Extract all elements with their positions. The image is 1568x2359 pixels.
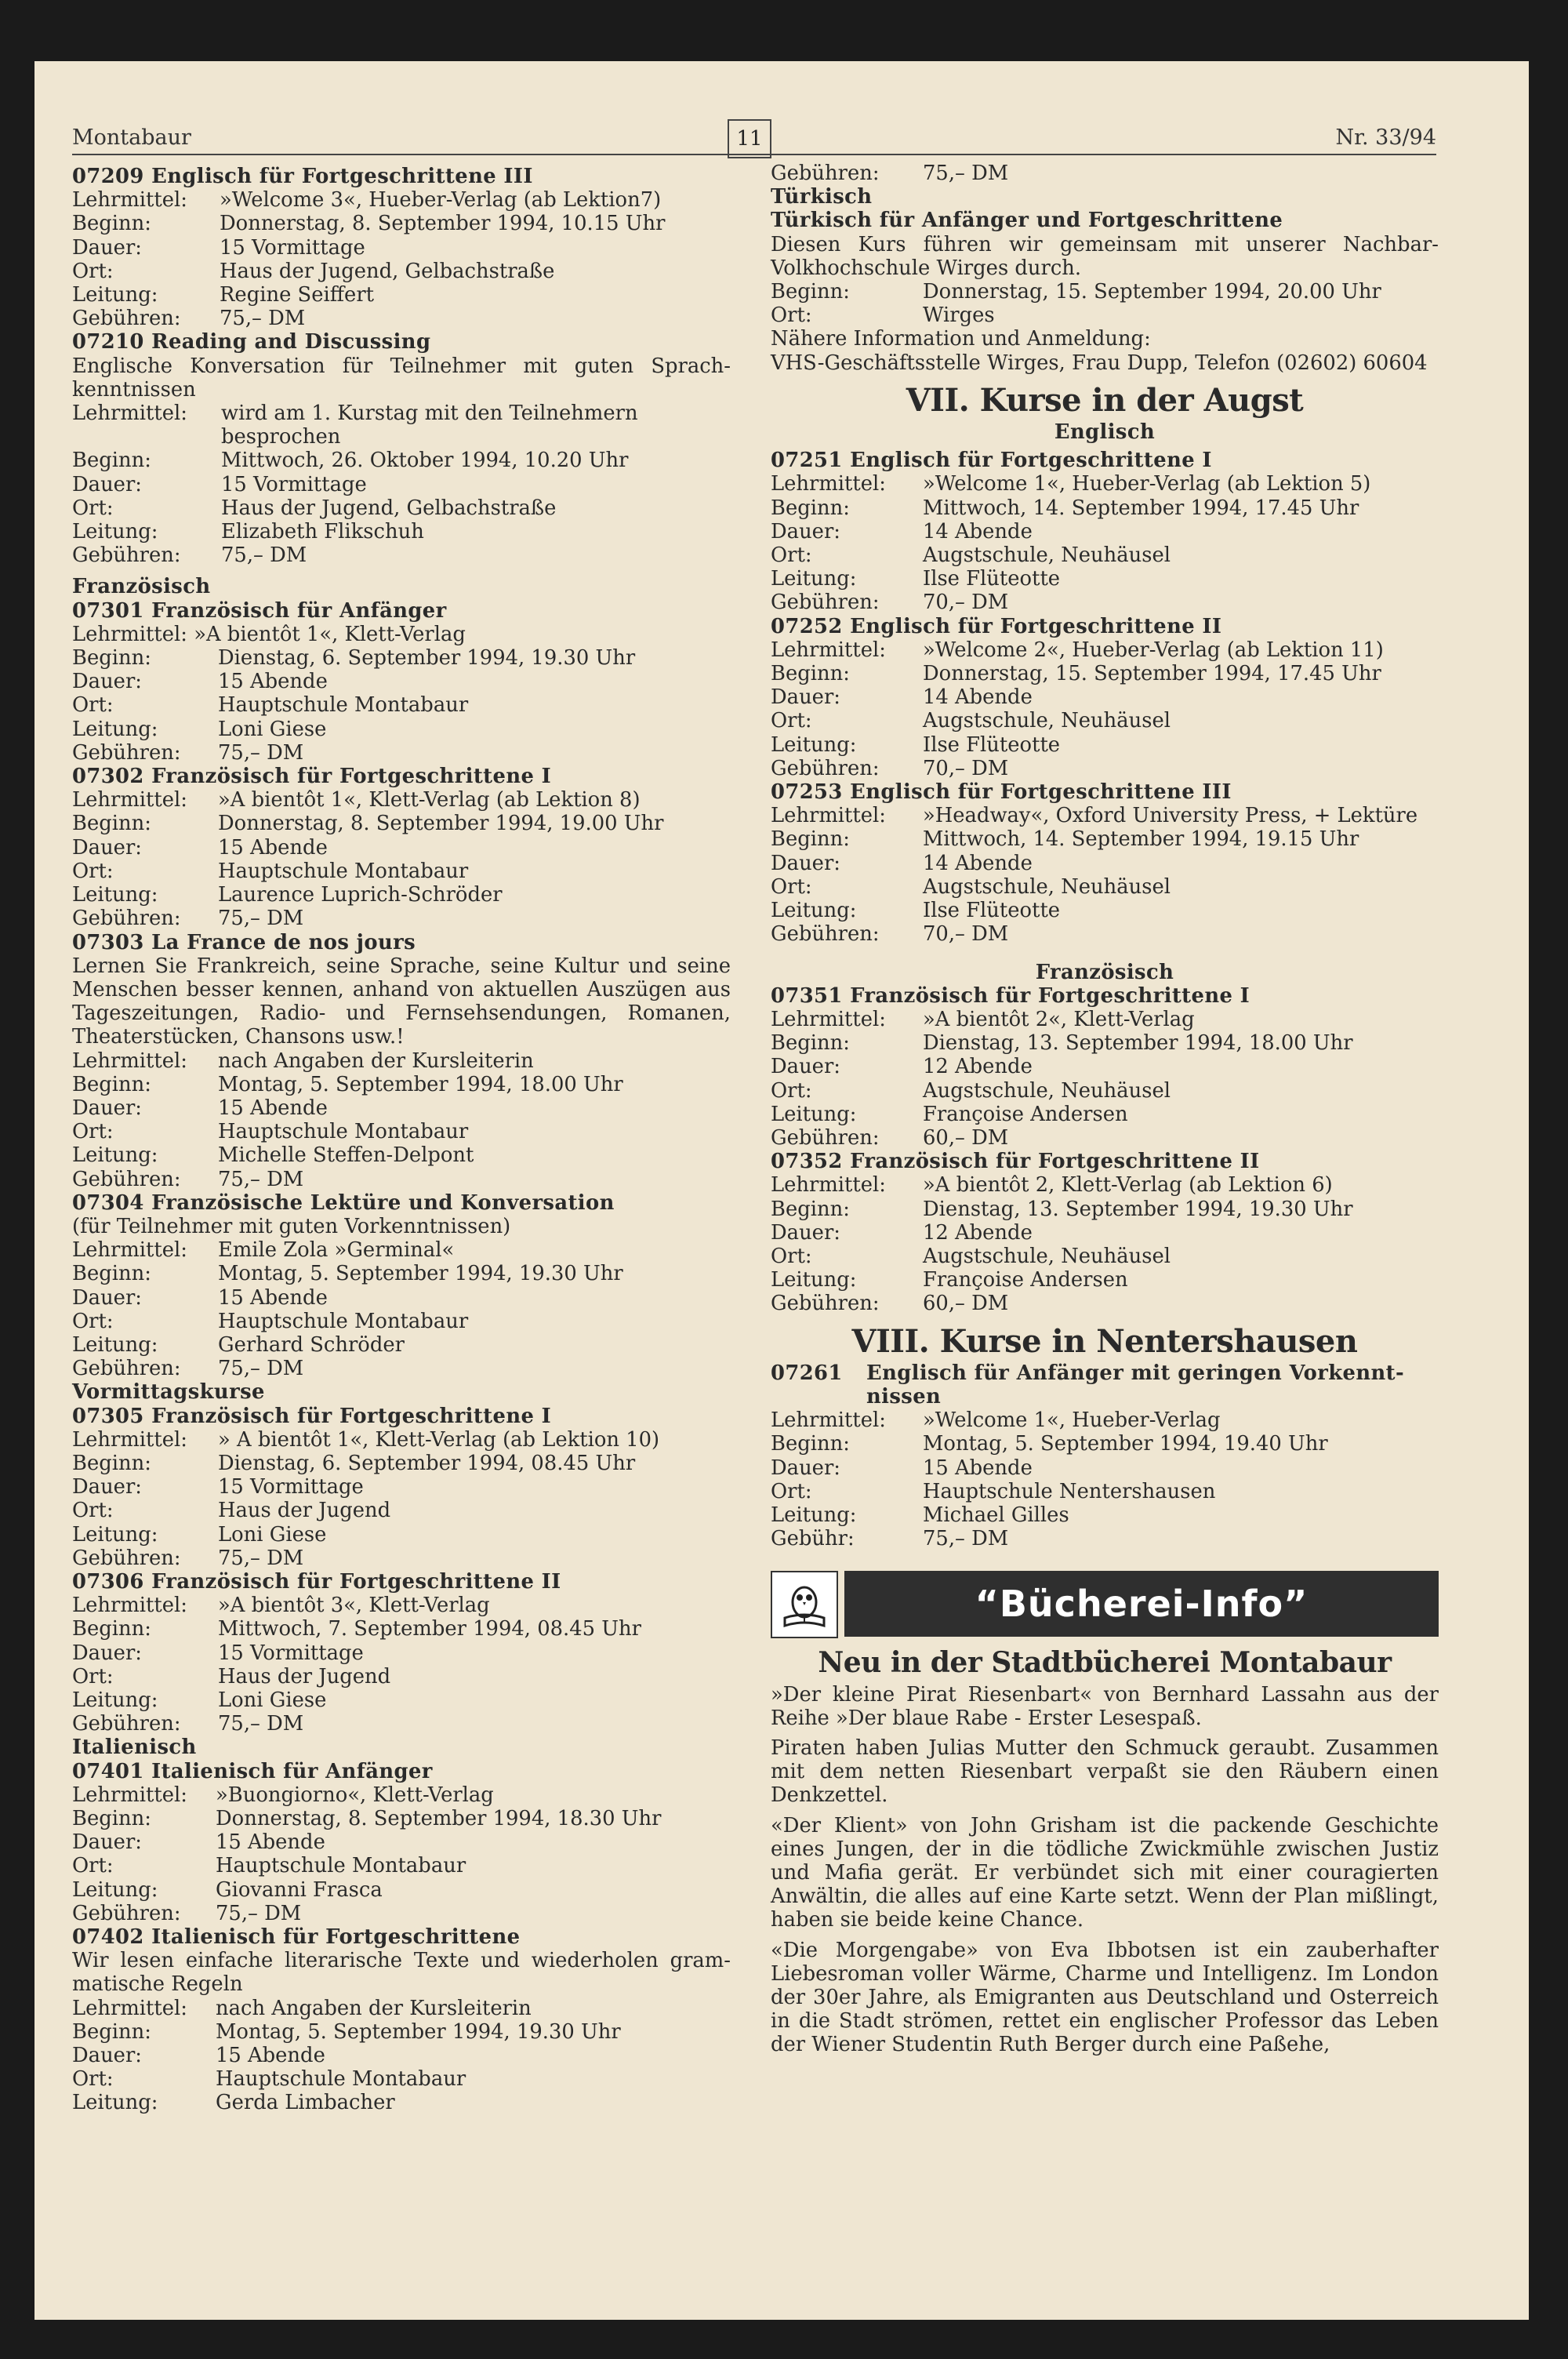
field-value: »A bientôt 1«, Klett-Verlag (ab Lektion 8)	[218, 788, 641, 812]
field-value: Montag, 5. September 1994, 18.00 Uhr	[218, 1072, 623, 1096]
field-row: Lehrmittel: »A bientôt 1«, Klett-Verlag	[72, 622, 466, 646]
field-value: » A bientôt 1«, Klett-Verlag (ab Lektion 10)	[218, 1427, 660, 1452]
field-value: 75,– DM	[218, 1712, 304, 1736]
field-value: Ilse Flüteotte	[923, 732, 1061, 757]
field-label: Leitung:	[771, 1102, 857, 1126]
field-label: Beginn:	[771, 827, 850, 852]
field-label: Dauer:	[771, 685, 840, 710]
field-value: Hauptschule Montabaur	[218, 1309, 469, 1333]
field-label: Ort:	[72, 2067, 114, 2092]
field-label: Beginn:	[72, 2019, 151, 2044]
field-value: Haus der Jugend, Gelbachstraße	[221, 496, 557, 520]
field-label: Beginn:	[72, 1807, 151, 1831]
course-title: 07302 Französisch für Fortgeschrittene I	[72, 765, 552, 789]
field-value: 15 Vormittage	[220, 235, 365, 260]
field-value: Hauptschule Montabaur	[216, 2067, 466, 2092]
field-value: Augstschule, Neuhäusel	[923, 709, 1171, 733]
field-value: 60,– DM	[923, 1125, 1009, 1150]
field-label: Beginn:	[72, 449, 151, 473]
field-label: Dauer:	[771, 1456, 840, 1480]
section-heading-italian: Italienisch	[72, 1736, 197, 1760]
field-label: Ort:	[771, 1244, 812, 1268]
field-value: 15 Abende	[218, 670, 328, 694]
course-title: 07252 Englisch für Fortgeschrittene II	[771, 614, 1222, 638]
field-value: nach Angaben der Kursleiterin	[218, 1049, 534, 1073]
field-value: Laurence Luprich-Schröder	[218, 883, 503, 907]
field-label: Ort:	[72, 1664, 114, 1688]
field-label: Beginn:	[72, 1617, 151, 1641]
field-label: Ort:	[771, 709, 812, 733]
field-value: »A bientôt 3«, Klett-Verlag	[218, 1594, 490, 1618]
field-value: Ilse Flüteotte	[923, 899, 1061, 923]
course-title: 07253 Englisch für Fortgeschrittene III	[771, 780, 1232, 805]
field-value: »A bientôt 2«, Klett-Verlag	[923, 1007, 1195, 1031]
field-label: Leitung:	[72, 283, 158, 307]
field-label: Lehrmittel:	[72, 1049, 187, 1073]
field-value: Loni Giese	[218, 1522, 327, 1547]
field-label: Lehrmittel:	[72, 1427, 187, 1452]
field-label: Lehrmittel:	[771, 1408, 886, 1433]
field-value: 15 Abende	[218, 1285, 328, 1310]
issue-number: Nr. 33/94	[1335, 125, 1436, 150]
field-label: Gebühren:	[771, 922, 880, 947]
field-value: 15 Abende	[218, 835, 328, 860]
field-value: Elizabeth Flikschuh	[221, 520, 424, 544]
course-code: 07261	[771, 1361, 843, 1385]
field-label: Ort:	[771, 874, 812, 899]
field-value: 14 Abende	[923, 851, 1033, 875]
field-value: Loni Giese	[218, 717, 327, 741]
field-value: 15 Abende	[216, 1830, 325, 1855]
field-label: Leitung:	[72, 520, 158, 544]
field-label: Ort:	[72, 1499, 114, 1523]
field-label: Lehrmittel:	[771, 804, 886, 828]
info-line: VHS-Geschäftsstelle Wirges, Frau Dupp, Telefon (02602) 60604	[771, 351, 1428, 375]
library-news-title: Neu in der Stadtbücherei Montabaur	[818, 1646, 1392, 1680]
field-value: »Headway«, Oxford University Press, + Lektüre	[923, 804, 1418, 828]
field-label: Lehrmittel:	[771, 638, 886, 662]
field-label: Lehrmittel:	[72, 188, 187, 213]
field-value: 70,– DM	[923, 922, 1009, 947]
field-label: Beginn:	[72, 812, 151, 836]
field-value: Donnerstag, 15. September 1994, 20.00 Uhr	[923, 280, 1381, 304]
field-value: 75,– DM	[220, 307, 306, 331]
page-number: 11	[728, 119, 771, 158]
field-value: Hauptschule Montabaur	[218, 693, 469, 718]
field-label: Gebühren:	[72, 740, 181, 765]
field-value: besprochen	[221, 425, 341, 449]
library-paragraph: «Der Klient» von John Grisham ist die packende Geschichte eines Jungen, der in die tödliche Zwickmühle zwischen Justiz und Mafia gerät. Er verbündet sich mit einer couragierten Anwältin, die alles auf eine Karte setzt. Wenn der Plan mißlingt, haben sie beide keine Chance.	[771, 1813, 1439, 1932]
field-label: Dauer:	[72, 472, 142, 496]
field-label: Gebühren:	[72, 307, 181, 331]
field-value: 15 Abende	[923, 1456, 1033, 1480]
field-value: 70,– DM	[923, 756, 1009, 780]
field-label: Gebühren:	[771, 162, 880, 185]
course-title: 07303 La France de nos jours	[72, 930, 416, 954]
field-label: Gebühren:	[771, 591, 880, 615]
field-value: »Welcome 1«, Hueber-Verlag	[923, 1408, 1221, 1433]
field-label: Lehrmittel:	[72, 1783, 187, 1807]
field-label: Ort:	[72, 859, 114, 883]
field-label: Gebühren:	[72, 907, 181, 931]
course-07209	[72, 165, 666, 331]
field-value: Hauptschule Montabaur	[218, 859, 469, 883]
field-label: Ort:	[72, 1309, 114, 1333]
field-value: Giovanni Frasca	[216, 1877, 383, 1902]
field-value: »Welcome 1«, Hueber-Verlag (ab Lektion 5)	[923, 472, 1371, 496]
field-value: Dienstag, 13. September 1994, 18.00 Uhr	[923, 1031, 1353, 1056]
field-label: Gebühr:	[771, 1527, 855, 1551]
library-paragraph: «Die Morgengabe» von Eva Ibbotsen ist ein zauberhafter Liebesroman voller Wärme, Charme und Intelligenz. Im London der 30er Jahre, als Emigranten aus Deutschland und Osterreich in die Stadt strömen, rettet ein englischer Professor das Leben der Wiener Studentin Ruth Berger durch eine Paßehe,	[771, 1938, 1439, 2057]
field-value: Augstschule, Neuhäusel	[923, 1078, 1171, 1103]
field-value: 75,– DM	[923, 162, 1009, 185]
field-label: Lehrmittel:	[72, 1996, 187, 2020]
field-value: Françoise Andersen	[923, 1102, 1128, 1126]
course-07303	[72, 931, 731, 1191]
banner-title: “Bücherei-Info”	[844, 1571, 1439, 1637]
field-label: Gebühren:	[72, 1167, 181, 1191]
field-label: Leitung:	[72, 1877, 158, 1902]
field-label: Gebühren:	[72, 1357, 181, 1381]
field-label: Ort:	[771, 1078, 812, 1103]
course-07253	[771, 780, 1439, 946]
subheading-english: Englisch	[1054, 420, 1156, 445]
field-label: Dauer:	[72, 1285, 142, 1310]
field-label: Beginn:	[72, 646, 151, 671]
field-label: Dauer:	[771, 1220, 840, 1245]
library-info-banner	[771, 1571, 1439, 1637]
field-value: Michelle Steffen-Delpont	[218, 1143, 474, 1168]
field-label: Leitung:	[72, 1332, 158, 1357]
field-value: »Welcome 2«, Hueber-Verlag (ab Lektion 11)	[923, 638, 1384, 662]
field-label: Dauer:	[72, 835, 142, 860]
course-07304	[72, 1191, 731, 1381]
field-label: Dauer:	[72, 2044, 142, 2068]
course-07402	[72, 1925, 731, 2115]
field-label: Leitung:	[72, 883, 158, 907]
field-label: Dauer:	[771, 851, 840, 875]
field-value: Ilse Flüteotte	[923, 567, 1061, 591]
field-label: Leitung:	[72, 717, 158, 741]
course-07352	[771, 1150, 1439, 1315]
field-value: Emile Zola »Germinal«	[218, 1238, 455, 1263]
field-label: Dauer:	[72, 235, 142, 260]
field-value: Donnerstag, 8. September 1994, 10.15 Uhr	[220, 212, 666, 236]
library-paragraph: Piraten haben Julias Mutter den Schmuck geraubt. Zusammen mit dem netten Riesenbart verpaßt sie den Räubern einen Denkzettel.	[771, 1736, 1439, 1808]
course-description: Englische Konversation für Teilnehmer mit guten Sprach-kenntnissen	[72, 354, 731, 402]
course-description: Wir lesen einfache literarische Texte und wiederholen gram-matische Regeln	[72, 1949, 731, 1997]
course-description: Lernen Sie Frankreich, seine Sprache, seine Kultur und seine Menschen besser kennen, anhand von aktuellen Auszügen aus Tageszeitungen, Radio- und Fernsehsendungen, Romanen, Theaterstücken, Chansons usw.!	[72, 954, 731, 1049]
field-label: Ort:	[771, 1479, 812, 1503]
course-title: 07304 Französische Lektüre und Konversation	[72, 1190, 615, 1215]
course-title: Englisch für Anfänger mit geringen Vorkennt-nissen	[866, 1361, 1405, 1408]
course-description: (für Teilnehmer mit guten Vorkenntnissen)	[72, 1214, 511, 1238]
field-label: Beginn:	[72, 1072, 151, 1096]
field-label: Ort:	[72, 1120, 114, 1144]
course-title: 07301 Französisch für Anfänger	[72, 598, 447, 623]
field-label: Dauer:	[771, 1055, 840, 1079]
field-value: Dienstag, 6. September 1994, 08.45 Uhr	[218, 1451, 636, 1475]
field-label: Ort:	[72, 259, 114, 283]
field-value: Mittwoch, 14. September 1994, 17.45 Uhr	[923, 496, 1359, 520]
field-value: Montag, 5. September 1994, 19.30 Uhr	[216, 2019, 621, 2044]
field-label: Ort:	[72, 1854, 114, 1878]
field-value: 15 Vormittage	[221, 472, 367, 496]
field-value: Gerda Limbacher	[216, 2091, 395, 2115]
field-value: wird am 1. Kurstag mit den Teilnehmern	[221, 402, 638, 426]
course-07351	[771, 984, 1439, 1150]
field-label: Ort:	[72, 496, 114, 520]
field-label: Lehrmittel:	[72, 1594, 187, 1618]
field-value: Haus der Jugend	[218, 1664, 391, 1688]
field-value: 75,– DM	[218, 1167, 304, 1191]
field-label: Ort:	[771, 304, 812, 328]
field-value: Hauptschule Nentershausen	[923, 1479, 1216, 1503]
field-value: 70,– DM	[923, 591, 1009, 615]
field-value: Haus der Jugend	[218, 1499, 391, 1523]
field-label: Dauer:	[72, 1096, 142, 1120]
course-title: 07210 Reading and Discussing	[72, 330, 431, 354]
field-value: Michael Gilles	[923, 1503, 1069, 1527]
right-column	[771, 162, 1439, 2063]
field-label: Ort:	[72, 693, 114, 718]
field-value: 75,– DM	[218, 907, 304, 931]
field-label: Gebühren:	[72, 1546, 181, 1570]
field-value: Montag, 5. September 1994, 19.40 Uhr	[923, 1432, 1328, 1456]
field-label: Beginn:	[72, 1262, 151, 1286]
field-value: Mittwoch, 26. Oktober 1994, 10.20 Uhr	[221, 449, 629, 473]
field-label: Dauer:	[72, 1641, 142, 1665]
section-heading-turkish: Türkisch	[771, 185, 873, 209]
field-label: Ort:	[771, 543, 812, 568]
field-value: Augstschule, Neuhäusel	[923, 1244, 1171, 1268]
field-value: Françoise Andersen	[923, 1268, 1128, 1292]
field-value: nach Angaben der Kursleiterin	[216, 1996, 532, 2020]
course-title: 07251 Englisch für Fortgeschrittene I	[771, 449, 1212, 473]
field-label: Dauer:	[72, 1475, 142, 1499]
field-value: »Welcome 3«, Hueber-Verlag (ab Lektion7)	[220, 188, 662, 213]
field-label: Leitung:	[771, 899, 857, 923]
library-paragraph: »Der kleine Pirat Riesenbart« von Bernhard Lassahn aus der Reihe »Der blaue Rabe - Erster Lesespaß.	[771, 1682, 1439, 1730]
field-value: Mittwoch, 14. September 1994, 19.15 Uhr	[923, 827, 1359, 852]
field-label: Leitung:	[72, 1522, 158, 1547]
field-value: Hauptschule Montabaur	[216, 1854, 466, 1878]
field-value: 75,– DM	[923, 1527, 1009, 1551]
field-label: Gebühren:	[771, 1292, 880, 1316]
section-heading-french: Französisch	[72, 575, 211, 599]
field-label: Leitung:	[771, 732, 857, 757]
field-label: Dauer:	[771, 519, 840, 543]
field-label: Beginn:	[771, 280, 850, 304]
course-07301	[72, 599, 731, 765]
field-label: Lehrmittel:	[771, 1173, 886, 1198]
header-town: Montabaur	[72, 125, 191, 150]
field-label: Leitung:	[72, 1143, 158, 1168]
field-value: Montag, 5. September 1994, 19.30 Uhr	[218, 1262, 623, 1286]
course-title: 07402 Italienisch für Fortgeschrittene	[72, 1925, 521, 1950]
course-07252	[771, 615, 1439, 780]
field-value: Dienstag, 6. September 1994, 19.30 Uhr	[218, 646, 636, 671]
course-07251	[771, 449, 1439, 614]
field-value: 15 Vormittage	[218, 1641, 364, 1665]
field-value: Wirges	[923, 304, 995, 328]
field-label: Beginn:	[771, 1432, 850, 1456]
course-title: 07351 Französisch für Fortgeschrittene I	[771, 983, 1250, 1008]
field-value: Loni Giese	[218, 1688, 327, 1712]
field-label: Leitung:	[72, 2091, 158, 2115]
section-heading-morning: Vormittagskurse	[72, 1380, 265, 1405]
field-label: Leitung:	[771, 1268, 857, 1292]
field-value: »A bientôt 2, Klett-Verlag (ab Lektion 6)	[923, 1173, 1333, 1198]
course-turkish	[771, 209, 1439, 374]
field-value: 15 Abende	[218, 1096, 328, 1120]
field-label: Beginn:	[72, 212, 151, 236]
field-value: 15 Vormittage	[218, 1475, 364, 1499]
course-title: 07209 Englisch für Fortgeschrittene III	[72, 165, 533, 188]
field-value: Haus der Jugend, Gelbachstraße	[220, 259, 555, 283]
field-label: Lehrmittel:	[72, 1238, 187, 1263]
course-07305	[72, 1405, 731, 1570]
field-label: Lehrmittel:	[72, 402, 187, 426]
field-value: 75,– DM	[218, 740, 304, 765]
field-label: Lehrmittel:	[72, 788, 187, 812]
field-label: Gebühren:	[72, 543, 181, 568]
field-value: Donnerstag, 8. September 1994, 19.00 Uhr	[218, 812, 664, 836]
course-title: Türkisch für Anfänger und Fortgeschrittene	[771, 209, 1283, 233]
field-value: 14 Abende	[923, 685, 1033, 710]
field-label: Lehrmittel:	[771, 1007, 886, 1031]
field-value: 15 Abende	[216, 2044, 325, 2068]
field-label: Dauer:	[72, 1830, 142, 1855]
field-label: Leitung:	[771, 1503, 857, 1527]
field-value: Gerhard Schröder	[218, 1332, 405, 1357]
course-title: 07352 Französisch für Fortgeschrittene II	[771, 1150, 1260, 1174]
course-title: 07306 Französisch für Fortgeschrittene II	[72, 1569, 561, 1594]
field-label: Gebühren:	[72, 1712, 181, 1736]
field-value: 75,– DM	[221, 543, 307, 568]
course-title: 07401 Italienisch für Anfänger	[72, 1759, 433, 1783]
info-line: Nähere Information und Anmeldung:	[771, 327, 1151, 351]
field-label: Gebühren:	[771, 756, 880, 780]
section-heading-augst: VII. Kurse in der Augst	[906, 381, 1304, 419]
field-value: 12 Abende	[923, 1220, 1033, 1245]
field-value: 60,– DM	[923, 1292, 1009, 1316]
course-07302	[72, 765, 731, 930]
field-label: Beginn:	[771, 496, 850, 520]
field-label: Beginn:	[771, 662, 850, 686]
field-value: Regine Seiffert	[220, 283, 375, 307]
course-07261	[771, 1361, 1439, 1551]
left-column	[72, 165, 731, 2115]
field-label: Beginn:	[771, 1031, 850, 1056]
field-label: Leitung:	[771, 567, 857, 591]
course-description: Diesen Kurs führen wir gemeinsam mit unserer Nachbar-Volkhochschule Wirges durch.	[771, 232, 1439, 280]
header-rule	[72, 154, 1436, 155]
field-value: Augstschule, Neuhäusel	[923, 543, 1171, 568]
course-title: 07305 Französisch für Fortgeschrittene I	[72, 1404, 552, 1428]
field-value: Donnerstag, 15. September 1994, 17.45 Uhr	[923, 662, 1381, 686]
field-value: 12 Abende	[923, 1055, 1033, 1079]
field-value: »Buongiorno«, Klett-Verlag	[216, 1783, 494, 1807]
field-label: Gebühren:	[72, 1901, 181, 1925]
section-heading-nentershausen: VIII. Kurse in Nentershausen	[851, 1322, 1358, 1360]
course-07210	[72, 330, 731, 567]
field-value: 75,– DM	[216, 1901, 302, 1925]
field-value: 75,– DM	[218, 1357, 304, 1381]
subheading-french: Französisch	[1035, 960, 1174, 984]
field-label: Gebühren:	[771, 1125, 880, 1150]
field-value: Mittwoch, 7. September 1994, 08.45 Uhr	[218, 1617, 641, 1641]
field-value: Hauptschule Montabaur	[218, 1120, 469, 1144]
field-label: Beginn:	[72, 1451, 151, 1475]
field-label	[72, 425, 221, 449]
course-07401	[72, 1760, 731, 1925]
course-07306	[72, 1570, 731, 1736]
field-value: Augstschule, Neuhäusel	[923, 874, 1171, 899]
owl-book-icon	[771, 1571, 838, 1638]
field-value: 75,– DM	[218, 1546, 304, 1570]
field-value: Dienstag, 13. September 1994, 19.30 Uhr	[923, 1197, 1353, 1221]
field-value: Donnerstag, 8. September 1994, 18.30 Uhr	[216, 1807, 662, 1831]
field-label: Leitung:	[72, 1688, 158, 1712]
field-label: Dauer:	[72, 670, 142, 694]
field-label: Lehrmittel:	[771, 472, 886, 496]
field-value: 14 Abende	[923, 519, 1033, 543]
field-label: Beginn:	[771, 1197, 850, 1221]
